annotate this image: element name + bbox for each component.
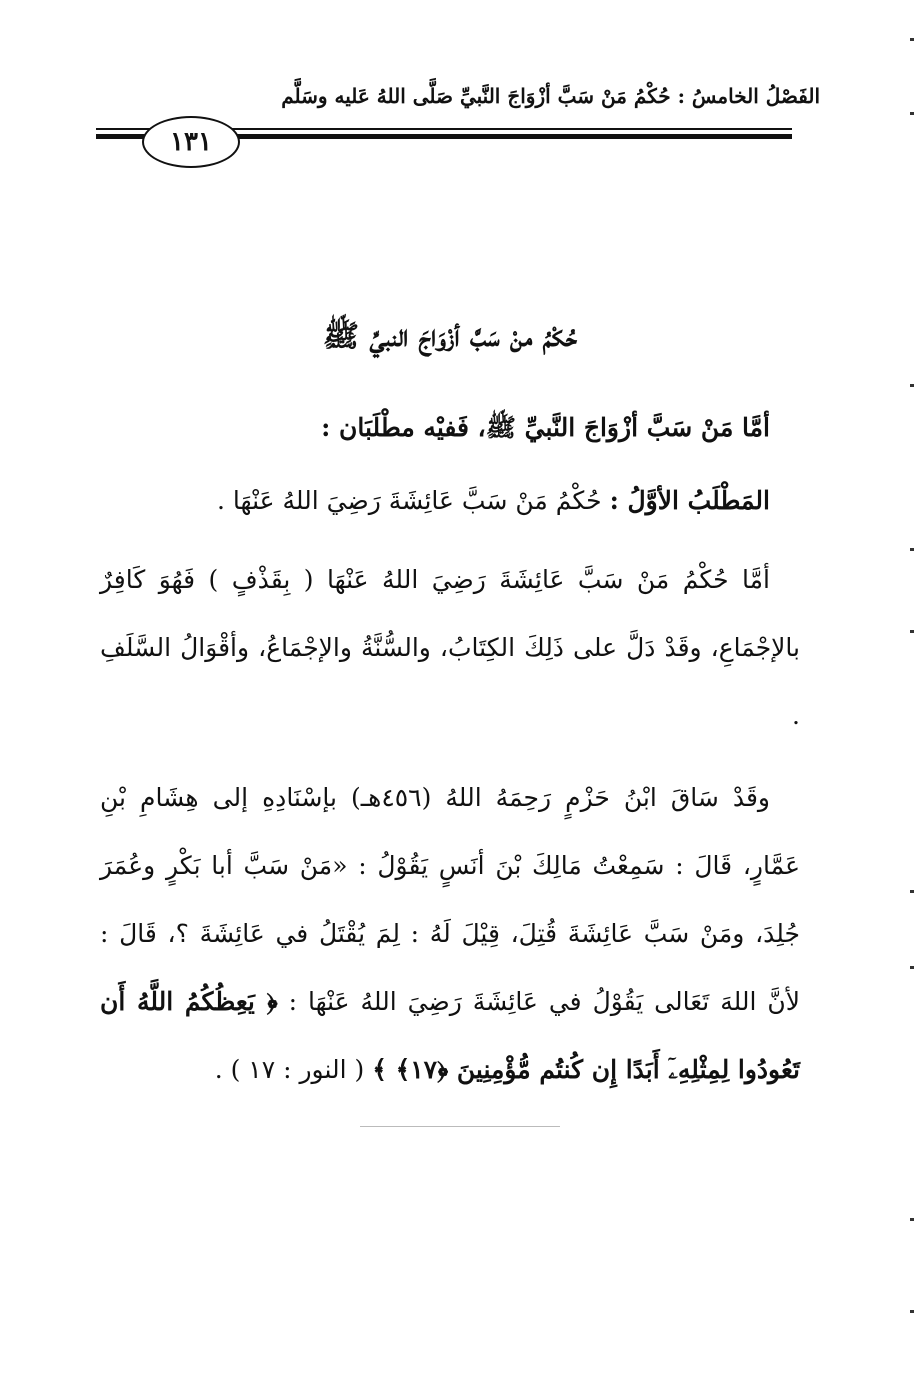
- paragraph-1: أمَّا حُكْمُ مَنْ سَبَّ عَائِشَةَ رَضِيَ اللهُ عَنْهَا ( بِقَذْفٍ ) فَهُوَ كَافِرٌ بالإجْمَاعِ، وقَدْ دَلَّ على ذَلِكَ الكِتَابُ، والسُّنَّةُ والإجْمَاعُ، وأقْوَالُ السَّلَفِ .: [100, 565, 800, 730]
- margin-mark: [910, 384, 914, 387]
- page-number: ١٣١: [142, 116, 240, 168]
- intro-line: أمَّا مَنْ سَبَّ أزْوَاجَ النَّبيِّ ﷺ، فَفيْه مطْلَبَان :: [321, 413, 770, 442]
- verse-citation: ( النور : ١٧ ) .: [214, 1055, 365, 1084]
- section-text: حُكْمُ مَنْ سَبَّ عَائِشَةَ رَضِيَ اللهُ عَنْهَا .: [217, 486, 602, 515]
- paragraph-2: [100, 764, 800, 1104]
- margin-mark: [910, 890, 914, 893]
- section-heading: [100, 486, 800, 515]
- footer-rule: [360, 1126, 560, 1127]
- margin-mark: [910, 1310, 914, 1313]
- margin-mark: [910, 112, 914, 115]
- margin-mark: [910, 1218, 914, 1221]
- margin-mark: [910, 38, 914, 41]
- margin-mark: [910, 966, 914, 969]
- paragraph-2-text: وقَدْ سَاقَ ابْنُ حَزْمٍ رَحِمَهُ اللهُ (٤٥٦هـ) بإسْنَادِهِ إلى هِشَامِ بْنِ عَمَّارٍ، قَالَ : سَمِعْتُ مَالِكَ بْنَ أنَسٍ يَقُوْلُ : «مَنْ سَبَّ أبا بَكْرٍ وعُمَرَ جُلِدَ، ومَنْ سَبَّ عَائِشَةَ قُتِلَ، قِيْلَ لَهُ : لِمَ يُقْتَلُ في عَائِشَةَ ؟، قَالَ : لأنَّ اللهَ تَعَالى يَقُوْلُ في عَائِشَةَ رَضِيَ اللهُ عَنْهَا :: [100, 783, 800, 1016]
- running-header: الفَصْلُ الخامسُ : حُكْمُ مَنْ سَبَّ أزْوَاجَ النَّبيِّ صَلَّى اللهُ عَليه وسَلَّم: [281, 84, 820, 108]
- page-title: حُكْمُ منْ سَبَّ أزْوَاجَ النبيِّ ﷺ: [322, 319, 578, 354]
- margin-mark: [910, 630, 914, 633]
- section-label: المَطْلَبُ الأوَّلُ :: [609, 486, 770, 515]
- quran-verse: ﴿ يَعِظُكُمُ اللَّهُ أَن تَعُودُوا لِمِثْلِهِۦٓ أَبَدًا إِن كُنتُم مُّؤْمِنِينَ ﴿١٧﴾ ﴾: [100, 987, 800, 1084]
- margin-mark: [910, 548, 914, 551]
